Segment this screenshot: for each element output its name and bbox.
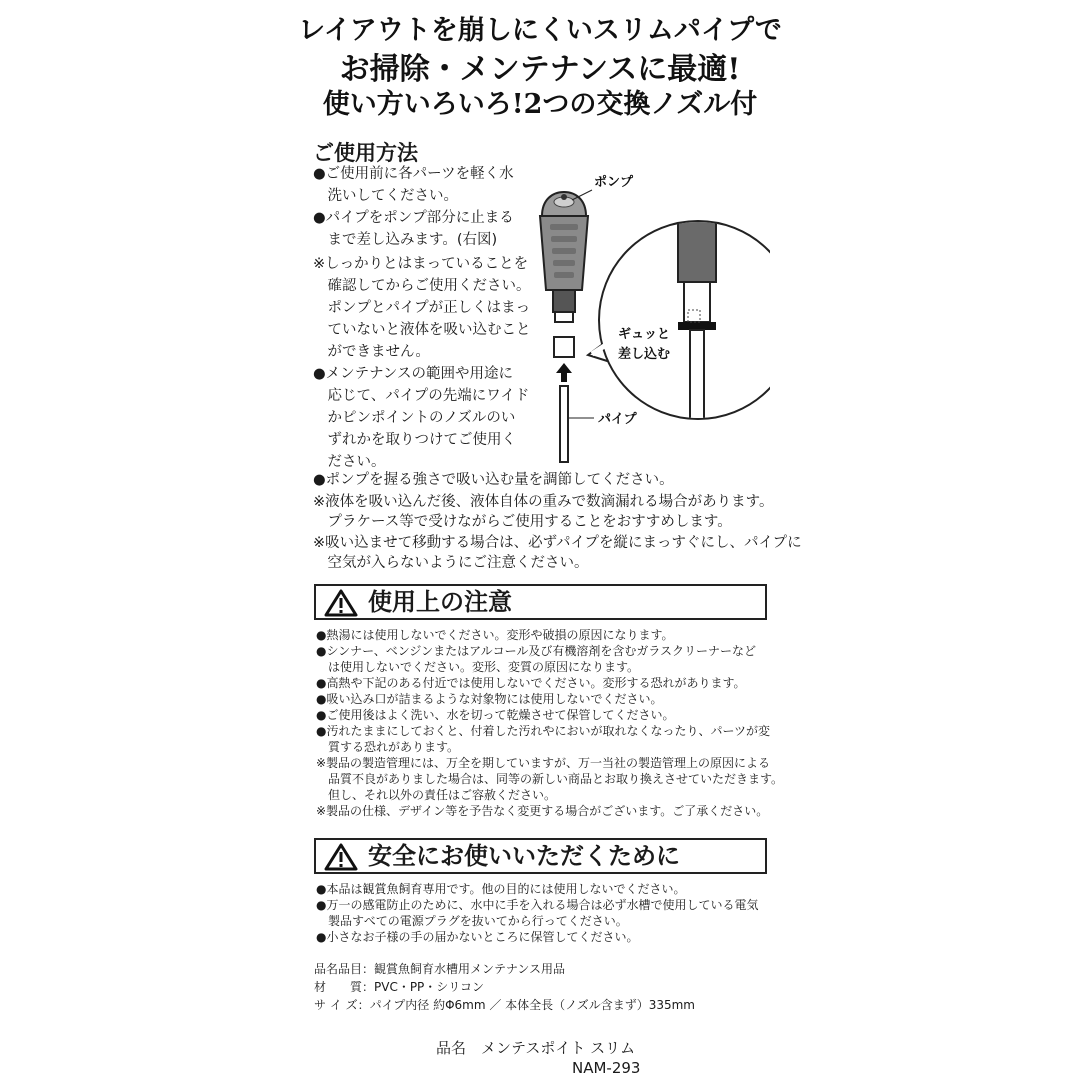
usage-wide-line: 空気が入らないようにご注意ください。 — [313, 555, 589, 571]
spec-line: 品名品目：観賞魚飼育水槽用メンテナンス用品 — [314, 962, 566, 976]
caution-line: は使用しないでください。変形、変質の原因になります。 — [316, 660, 640, 674]
spec-line: 材 質：PVC・PP・シリコン — [314, 980, 485, 994]
headline-line-3: 使い方いろいろ!2つの交換ノズル付 — [322, 89, 758, 120]
pump-illustration — [540, 192, 588, 357]
usage-line: ●メンテナンスの範囲や用途に — [313, 366, 513, 382]
caution-line: 質する恐れがあります。 — [316, 740, 460, 754]
caution-line: ●ご使用後はよく洗い、水を切って乾燥させて保管してください。 — [316, 708, 675, 722]
caution-line: ●吸い込み口が詰まるような対象物には使用しないでください。 — [316, 692, 663, 706]
headline-line-1: レイアウトを崩しにくいスリムパイプで — [298, 15, 782, 46]
safety-header — [314, 838, 767, 874]
warning-triangle-icon — [324, 589, 358, 617]
pump-pipe-diagram — [520, 160, 770, 465]
caution-title: 使用上の注意 — [368, 588, 512, 616]
pump-label: ポンプ — [594, 175, 634, 190]
arrow-up-icon — [556, 363, 572, 382]
usage-line: ●パイプをポンプ部分に止まる — [313, 210, 514, 226]
caution-line: 但し、それ以外の責任はご容赦ください。 — [316, 788, 557, 802]
pipe-label: パイプ — [598, 412, 637, 427]
warning-triangle-icon — [324, 843, 358, 871]
caution-line: ●熱湯には使用しないでください。変形や破損の原因になります。 — [316, 628, 674, 642]
safety-line: 製品すべての電源プラグを抜いてから行ってください。 — [316, 914, 628, 928]
safety-line: ●小さなお子様の手の届かないところに保管してください。 — [316, 930, 639, 944]
usage-line: まで差し込みます。(右図) — [313, 232, 498, 248]
caution-line: ●シンナー、ベンジンまたはアルコール及び有機溶剤を含むガラスクリーナーなど — [316, 644, 757, 658]
product-name: 品名 メンテスポイト スリム — [436, 1039, 636, 1057]
safety-title: 安全にお使いいただくために — [368, 842, 680, 870]
caution-line: ●汚れたままにしておくと、付着した汚れやにおいが取れなくなったり、パーツが変 — [316, 724, 770, 738]
usage-line: ていないと液体を吸い込むこと — [313, 322, 531, 338]
usage-line: ださい。 — [313, 454, 386, 470]
safety-line: ●本品は観賞魚飼育専用です。他の目的には使用しないでください。 — [316, 882, 686, 896]
safety-line: ●万一の感電防止のために、水中に手を入れる場合は必ず水槽で使用している電気 — [316, 898, 759, 912]
insert-label-1: ギュッと — [618, 327, 671, 342]
usage-wide-line: ●ポンプを握る強さで吸い込む量を調節してください。 — [313, 472, 674, 488]
usage-wide-line: ※液体を吸い込んだ後、液体自体の重みで数滴漏れる場合があります。 — [313, 494, 774, 510]
usage-wide-line: ※吸い込ませて移動する場合は、必ずパイプを縦にまっすぐにし、パイプに — [313, 535, 802, 551]
usage-line: ずれかを取りつけてご使用く — [313, 432, 516, 448]
usage-line: 洗いしてください。 — [313, 188, 458, 204]
insert-label-2: 差し込む — [618, 347, 671, 362]
caution-line: ※製品の仕様、デザイン等を予告なく変更する場合がございます。ご了承ください。 — [316, 804, 769, 818]
spec-line: サ イ ズ：パイプ内径 約Φ6mm ／ 本体全長（ノズル含まず）335mm — [314, 998, 695, 1012]
caution-header — [314, 584, 767, 620]
product-code: NAM-293 — [572, 1059, 641, 1077]
usage-title: ご使用方法 — [313, 141, 418, 165]
usage-line: 確認してからご使用ください。 — [313, 278, 531, 294]
usage-line: かピンポイントのノズルのい — [313, 410, 516, 426]
caution-line: 品質不良がありました場合は、同等の新しい商品とお取り換えさせていただきます。 — [316, 772, 784, 786]
usage-line: ※しっかりとはまっていることを — [313, 256, 529, 272]
caution-line: ●高熱や下記のある付近では使用しないでください。変形する恐れがあります。 — [316, 676, 746, 690]
usage-line: ●ご使用前に各パーツを軽く水 — [313, 166, 514, 182]
headline-line-2: お掃除・メンテナンスに最適! — [339, 52, 741, 87]
usage-line: 応じて、パイプの先端にワイド — [313, 388, 530, 404]
usage-line: ができません。 — [313, 344, 430, 360]
caution-line: ※製品の製造管理には、万全を期していますが、万一当社の製造管理上の原因による — [316, 756, 771, 770]
pipe-illustration — [560, 386, 568, 462]
usage-line: ポンプとパイプが正しくはまっ — [313, 300, 531, 316]
usage-wide-line: プラケース等で受けながらご使用することをおすすめします。 — [313, 514, 732, 530]
